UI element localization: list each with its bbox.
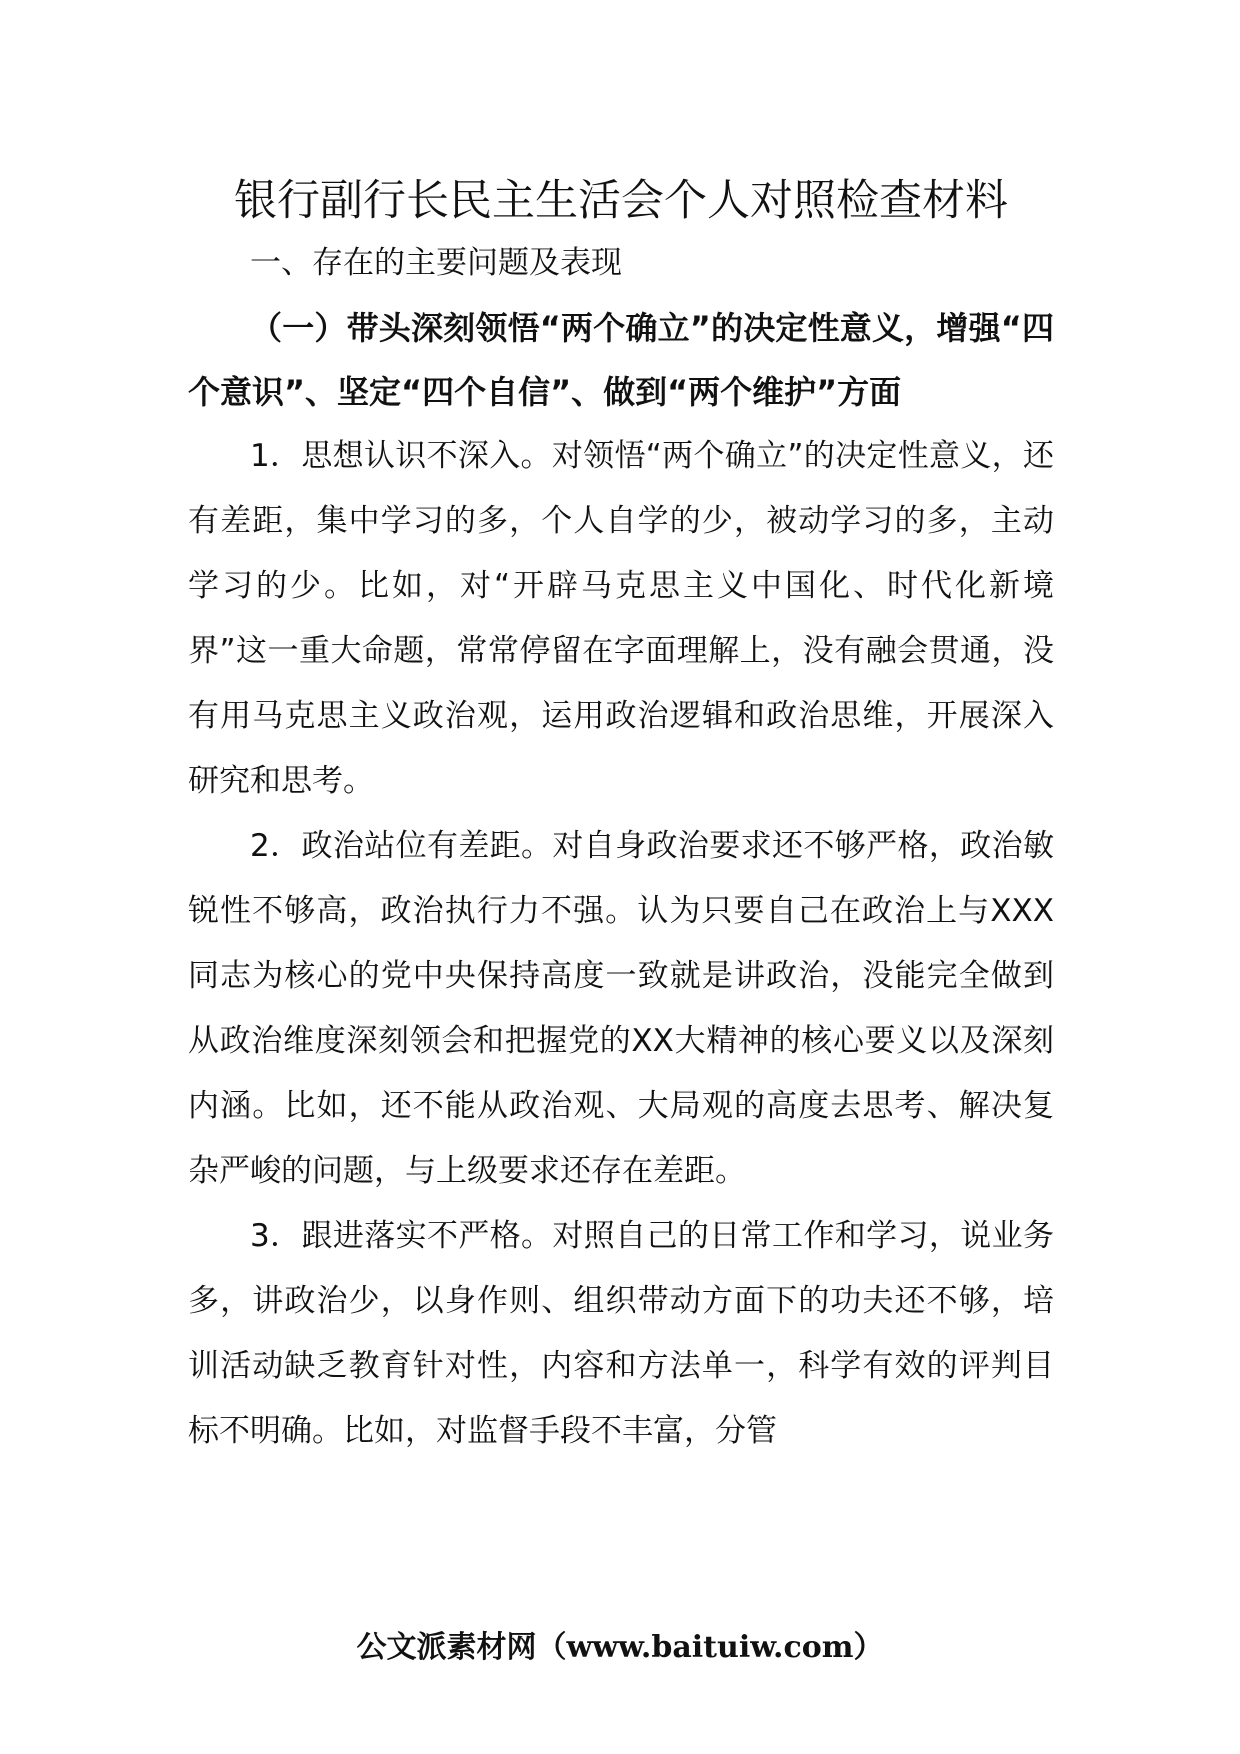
paragraph-1: 1．思想认识不深入。对领悟“两个确立”的决定性意义，还有差距，集中学习的多，个人自学的少，被动学习的多，主动学习的少。比如，对“开辟马克思主义中国化、时代化新境界”这一重大命题，常常停留在字面理解上，没有融会贯通，没有用马克思主义政治观，运用政治逻辑和政治思维，开展深入研究和思考。 (188, 438, 1054, 799)
document-body (188, 170, 1054, 1464)
document-title: 银行副行长民主生活会个人对照检查材料 (234, 176, 1008, 226)
section-heading: 一、存在的主要问题及表现 (250, 245, 622, 281)
paragraph-3: 3．跟进落实不严格。对照自己的日常工作和学习，说业务多，讲政治少，以身作则、组织带动方面下的功夫还不够，培训活动缺乏教育针对性，内容和方法单一，科学有效的评判目标不明确。比如，对监督手段不丰富，分管 (188, 1218, 1054, 1449)
paragraph-2: 2．政治站位有差距。对自身政治要求还不够严格，政治敏锐性不够高，政治执行力不强。认为只要自己在政治上与XXX同志为核心的党中央保持高度一致就是讲政治，没能完全做到从政治维度深刻领会和把握党的XX大精神的核心要义以及深刻内涵。比如，还不能从政治观、大局观的高度去思考、解决复杂严峻的问题，与上级要求还存在差距。 (188, 828, 1054, 1189)
footer-watermark: 公文派素材网（www.baituiw.com） (356, 1630, 884, 1665)
subsection-heading: （一）带头深刻领悟“两个确立”的决定性意义，增强“四个意识”、坚定“四个自信”、做到“两个维护”方面 (188, 309, 1054, 411)
